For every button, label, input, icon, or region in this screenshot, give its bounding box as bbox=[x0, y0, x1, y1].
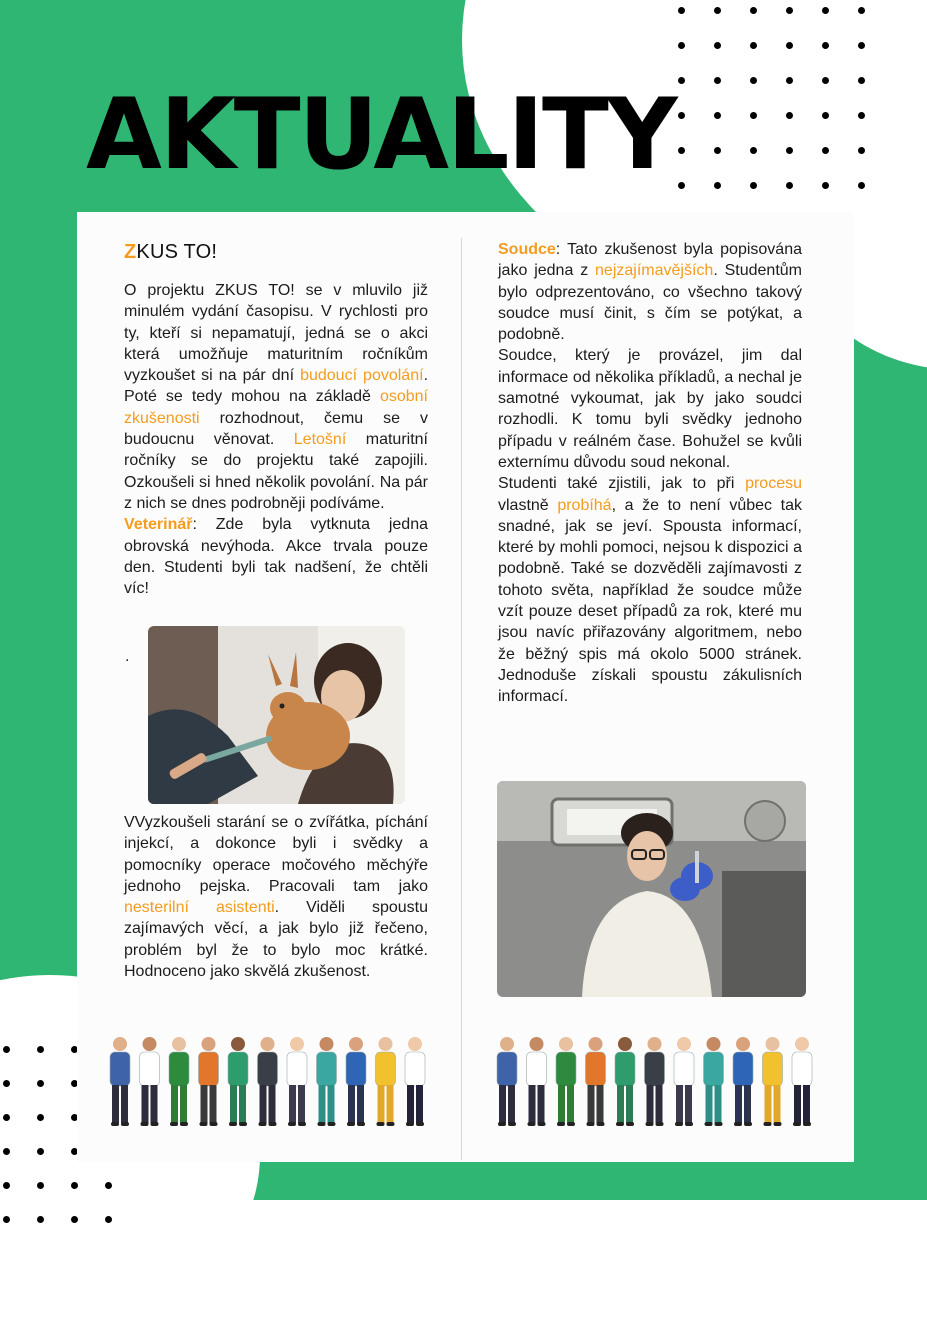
decor-dot bbox=[37, 1080, 44, 1087]
highlighted-phrase: nesterilní asistenti bbox=[124, 899, 275, 917]
highlighted-phrase: Letošní bbox=[293, 431, 347, 449]
profession-figure bbox=[733, 1037, 753, 1126]
profession-figure bbox=[645, 1037, 665, 1126]
profession-figure bbox=[527, 1037, 547, 1126]
professions-icon bbox=[106, 1030, 436, 1130]
decor-dot bbox=[3, 1080, 10, 1087]
heading-rest: KUS TO! bbox=[136, 241, 218, 263]
decor-dot bbox=[786, 112, 793, 119]
profession-figure bbox=[615, 1037, 635, 1126]
text-run: : Tato zkušenost byla popisována jako jedna z bbox=[498, 241, 802, 280]
decor-dot bbox=[786, 7, 793, 14]
vet-more-paragraph bbox=[124, 812, 428, 982]
decor-dot bbox=[822, 77, 829, 84]
decor-dot bbox=[678, 182, 685, 189]
vet-photo bbox=[148, 626, 405, 804]
decor-dot bbox=[678, 77, 685, 84]
decor-dot bbox=[786, 182, 793, 189]
decor-dot bbox=[3, 1216, 10, 1223]
text-run: Soudce, který je provázel, jim dal informace od několika příkladů, a nechal je samotné vykoumat, jak by jako soudci rozhodli. K tomu byli svědky jednoho případu v reálném čase. Bohužel se kvůli externímu důvodu soud nekonal. bbox=[498, 347, 802, 471]
stray-dot: . bbox=[125, 648, 130, 665]
text-run: . Studentům bylo odprezentováno, co všechno takový soudce musí činit, s čím se potýkat, a podobně. bbox=[498, 262, 802, 344]
judge-paragraph bbox=[498, 239, 802, 345]
text-run: rozhodnout, čemu se v budoucnu věnovat. bbox=[124, 409, 428, 449]
decor-dot bbox=[822, 42, 829, 49]
text-run: . Poté se tedy mohou na základě bbox=[124, 367, 429, 406]
decor-dot bbox=[714, 77, 721, 84]
profession-figure bbox=[704, 1037, 724, 1126]
text-run: vlastně bbox=[498, 496, 558, 514]
decor-dot bbox=[750, 7, 757, 14]
decor-dot bbox=[786, 42, 793, 49]
decor-dot bbox=[786, 77, 793, 84]
heading-first-letter: Z bbox=[124, 241, 137, 263]
left-column-bottom bbox=[124, 812, 428, 982]
decor-dot bbox=[37, 1046, 44, 1053]
professions-icon bbox=[493, 1030, 823, 1130]
profession-figure bbox=[556, 1037, 576, 1126]
decor-dot bbox=[3, 1182, 10, 1189]
decor-dot bbox=[750, 112, 757, 119]
profession-figure bbox=[376, 1037, 396, 1126]
decor-dot bbox=[3, 1148, 10, 1155]
text-run: O projektu ZKUS TO! se v mluvilo již minulém vydání časopisu. V rychlosti pro ty, kteří si nepamatují, jedná se o akci která umožňuje maturitním ročníkům vyzkoušet si na pár dní bbox=[124, 282, 428, 385]
article-heading bbox=[124, 241, 217, 264]
decor-dot bbox=[71, 1182, 78, 1189]
decor-dot bbox=[786, 147, 793, 154]
decor-dot bbox=[678, 147, 685, 154]
decor-dot bbox=[714, 147, 721, 154]
decor-dot bbox=[3, 1046, 10, 1053]
dot-pattern-top-right bbox=[678, 7, 865, 189]
highlighted-phrase: nejzajímavějších bbox=[595, 262, 714, 280]
text-run: maturitní ročníky se do projektu také zapojili. Ozkoušeli si hned několik povolání. Na pár z nich se dnes podrobněji podíváme. bbox=[124, 431, 429, 512]
highlighted-phrase: osobní zkušenosti bbox=[124, 388, 428, 427]
professions-illustration-left bbox=[106, 1030, 436, 1130]
decor-dot bbox=[678, 7, 685, 14]
decor-dot bbox=[37, 1114, 44, 1121]
decor-dot bbox=[750, 182, 757, 189]
highlighted-phrase: probíhá bbox=[557, 496, 612, 514]
profession-figure bbox=[199, 1037, 219, 1126]
decor-dot bbox=[822, 182, 829, 189]
decor-dot bbox=[858, 7, 865, 14]
decor-dot bbox=[678, 112, 685, 119]
highlighted-phrase: procesu bbox=[745, 475, 802, 493]
section-label: Soudce bbox=[498, 241, 556, 258]
profession-figure bbox=[110, 1037, 130, 1126]
profession-figure bbox=[228, 1037, 248, 1126]
decor-dot bbox=[71, 1216, 78, 1223]
profession-figure bbox=[674, 1037, 694, 1126]
profession-figure bbox=[140, 1037, 160, 1126]
decor-dot bbox=[858, 182, 865, 189]
decor-dot bbox=[750, 42, 757, 49]
text-run: Studenti také zjistili, jak to při bbox=[498, 475, 746, 493]
profession-figure bbox=[763, 1037, 783, 1126]
decor-dot bbox=[750, 77, 757, 84]
intro-paragraph bbox=[124, 280, 428, 514]
decor-dot bbox=[105, 1216, 112, 1223]
decor-dot bbox=[37, 1148, 44, 1155]
decor-dot bbox=[37, 1182, 44, 1189]
text-run: , a že to není vůbec tak snadné, jak se jeví. Spousta informací, které by mohli pomoci, nejsou k dispozici a podobně. Také se dozvěděli zajímavosti z tohoto světa, například že soudce může vzít pouze deset případů za rok, které mu jsou navíc přiřazovány algoritmem, nebo že běžný spis má okolo 5000 stránek. Jednoduše získali spoustu zákulisních informací. bbox=[498, 496, 803, 706]
section-label: Veterinář bbox=[124, 516, 193, 534]
left-column-top bbox=[124, 280, 428, 599]
profession-figure bbox=[258, 1037, 278, 1126]
decor-dot bbox=[105, 1182, 112, 1189]
profession-figure bbox=[792, 1037, 812, 1126]
right-column bbox=[498, 239, 802, 708]
profession-figure bbox=[586, 1037, 606, 1126]
decor-dot bbox=[714, 7, 721, 14]
judge-paragraph-3 bbox=[498, 473, 802, 707]
decor-dot bbox=[822, 147, 829, 154]
judge-paragraph-2 bbox=[498, 345, 802, 473]
decor-dot bbox=[714, 182, 721, 189]
profession-figure bbox=[169, 1037, 189, 1126]
profession-figure bbox=[346, 1037, 366, 1126]
profession-figure bbox=[405, 1037, 425, 1126]
decor-dot bbox=[714, 112, 721, 119]
profession-figure bbox=[287, 1037, 307, 1126]
text-run: . Viděli spoustu zajímavých věcí, a jak bylo již řečeno, problém byl že to bylo moc krátké. Hodnoceno jako skvělá zkušenost. bbox=[124, 899, 429, 981]
vet-paragraph bbox=[124, 514, 428, 599]
decor-dot bbox=[822, 7, 829, 14]
decor-dot bbox=[822, 112, 829, 119]
decor-dot bbox=[858, 112, 865, 119]
decor-dot bbox=[858, 147, 865, 154]
highlighted-phrase: budoucí povolání bbox=[300, 367, 424, 385]
decor-dot bbox=[678, 42, 685, 49]
decor-dot bbox=[714, 42, 721, 49]
text-run: : Zde byla vytknuta jedna obrovská nevýhoda. Akce trvala pouze den. Studenti byli tak nadšení, že chtěli víc! bbox=[124, 516, 428, 598]
decor-dot bbox=[750, 147, 757, 154]
judge-photo bbox=[497, 781, 806, 997]
column-divider bbox=[461, 238, 462, 1160]
decor-dot bbox=[37, 1216, 44, 1223]
profession-figure bbox=[317, 1037, 337, 1126]
page-title: AKTUALITY bbox=[86, 78, 676, 192]
decor-dot bbox=[3, 1114, 10, 1121]
text-run: VVyzkoušeli starání se o zvířátka, píchání injekcí, a dokonce byli i svědky a pomocníky operace močového měchýře jednoho pejska. Pracovali tam jako bbox=[124, 814, 428, 895]
professions-illustration-right bbox=[493, 1030, 823, 1130]
profession-figure bbox=[497, 1037, 517, 1126]
decor-dot bbox=[858, 77, 865, 84]
decor-dot bbox=[858, 42, 865, 49]
